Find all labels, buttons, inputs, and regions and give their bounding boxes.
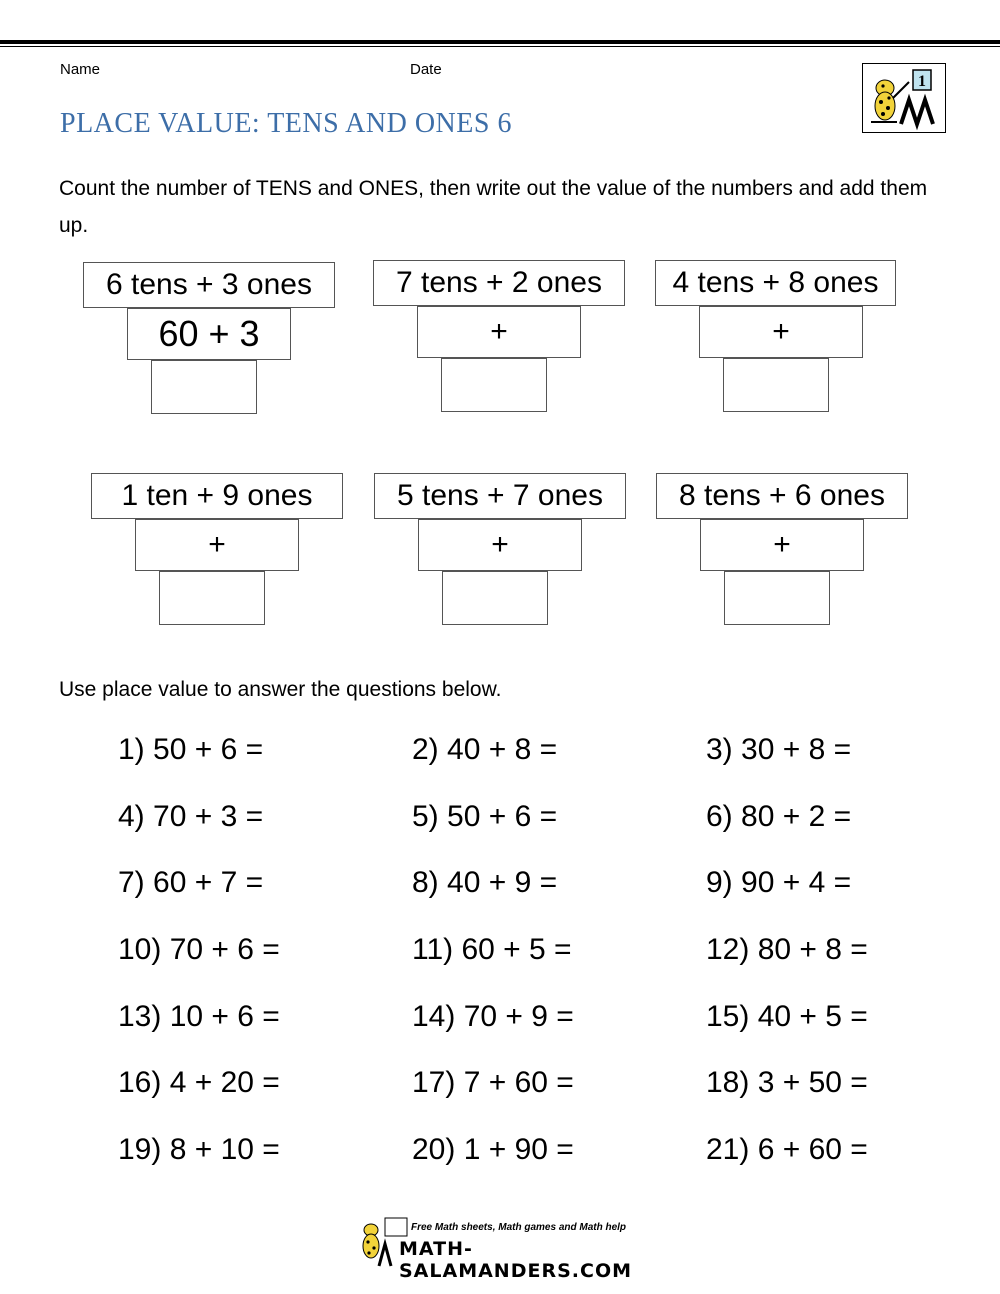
problem-2 — [373, 260, 633, 420]
salamander-logo-icon — [863, 64, 945, 132]
logo-badge-text: 1 — [918, 73, 926, 90]
top-rule-thin — [0, 46, 1000, 47]
footer-logo[interactable] — [355, 1212, 645, 1282]
tens-ones-box: 6 tens + 3 ones — [83, 262, 335, 308]
answer-box[interactable] — [724, 571, 830, 625]
question: 17) 7 + 60 = — [412, 1066, 574, 1099]
problem-5 — [374, 473, 634, 633]
top-rule — [0, 40, 1000, 44]
tens-ones-box: 5 tens + 7 ones — [374, 473, 626, 519]
expanded-box[interactable]: + — [135, 519, 299, 571]
answer-box[interactable] — [151, 360, 257, 414]
answer-box[interactable] — [441, 358, 547, 412]
question: 5) 50 + 6 = — [412, 800, 558, 833]
question: 20) 1 + 90 = — [412, 1133, 574, 1166]
tens-ones-box: 7 tens + 2 ones — [373, 260, 625, 306]
name-label: Name — [60, 61, 101, 78]
question: 4) 70 + 3 = — [118, 800, 264, 833]
question: 21) 6 + 60 = — [706, 1133, 868, 1166]
question: 18) 3 + 50 = — [706, 1066, 868, 1099]
question: 1) 50 + 6 = — [118, 733, 264, 766]
tens-ones-box: 4 tens + 8 ones — [655, 260, 896, 306]
expanded-box[interactable]: + — [418, 519, 582, 571]
question: 16) 4 + 20 = — [118, 1066, 280, 1099]
expanded-box[interactable]: + — [700, 519, 864, 571]
question: 7) 60 + 7 = — [118, 866, 264, 899]
tens-ones-box: 1 ten + 9 ones — [91, 473, 343, 519]
expanded-box[interactable]: + — [699, 306, 863, 358]
expanded-box[interactable]: 60 + 3 — [127, 308, 291, 360]
footer-site[interactable]: MATH-SALAMANDERS.COM — [399, 1238, 632, 1282]
question: 9) 90 + 4 = — [706, 866, 852, 899]
answer-box[interactable] — [159, 571, 265, 625]
question: 6) 80 + 2 = — [706, 800, 852, 833]
date-label: Date — [410, 61, 442, 78]
question: 8) 40 + 9 = — [412, 866, 558, 899]
instructions: Count the number of TENS and ONES, then write out the value of the numbers and add them up. — [59, 177, 928, 237]
question: 14) 70 + 9 = — [412, 1000, 574, 1033]
problem-4 — [91, 473, 351, 633]
problem-1 — [83, 262, 343, 422]
question: 2) 40 + 8 = — [412, 733, 558, 766]
expanded-box[interactable]: + — [417, 306, 581, 358]
tens-ones-box: 8 tens + 6 ones — [656, 473, 908, 519]
footer-tagline: Free Math sheets, Math games and Math help — [411, 1222, 627, 1233]
answer-box[interactable] — [442, 571, 548, 625]
question: 12) 80 + 8 = — [706, 933, 868, 966]
answer-box[interactable] — [723, 358, 829, 412]
logo — [862, 63, 946, 133]
section2-instructions: Use place value to answer the questions below. — [59, 678, 502, 701]
question: 3) 30 + 8 = — [706, 733, 852, 766]
question: 15) 40 + 5 = — [706, 1000, 868, 1033]
problem-3 — [655, 260, 915, 420]
problem-6 — [656, 473, 916, 633]
page-title: PLACE VALUE: TENS AND ONES 6 — [60, 108, 512, 139]
question: 19) 8 + 10 = — [118, 1133, 280, 1166]
question: 13) 10 + 6 = — [118, 1000, 280, 1033]
question: 11) 60 + 5 = — [412, 933, 572, 966]
question: 10) 70 + 6 = — [118, 933, 280, 966]
